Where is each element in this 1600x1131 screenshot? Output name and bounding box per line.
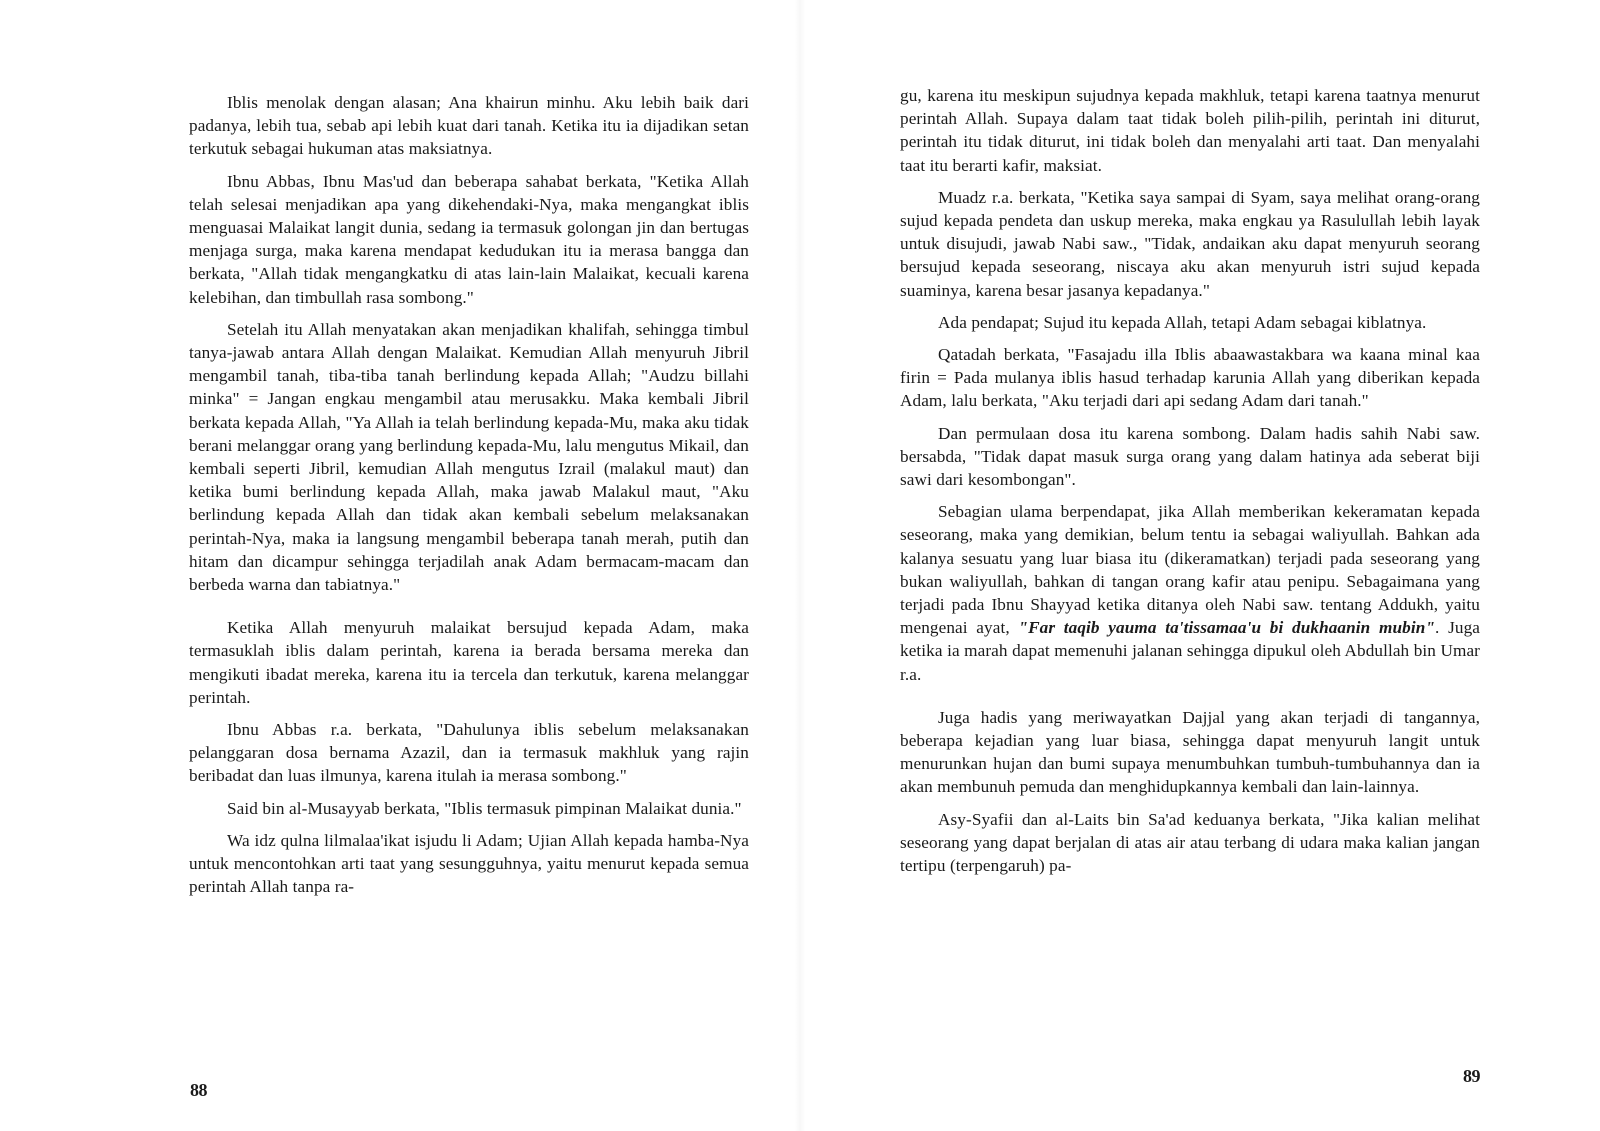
left-paragraph-2: Ibnu Abbas, Ibnu Mas'ud dan beberapa sahabat berkata, "Ketika Allah telah selesai menjadikan apa yang dikehendaki-Nya, maka mengangkat iblis menguasai Malaikat langit dunia, sedang ia termasuk golongan jin dan bertugas menjaga surga, maka karena mendapat kedudukan itu ia merasa bangga dan berkata, "Allah tidak mengangkatku di atas lain-lain Malaikat, kecuali karena kelebihan, dan timbullah rasa sombong." xyxy=(189,171,749,307)
left-paragraph-5: Ibnu Abbas r.a. berkata, "Dahulunya iblis sebelum melaksanakan pelanggaran dosa bernama Azazil, dan ia termasuk makhluk yang rajin beribadat dan luas ilmunya, karena itulah ia merasa sombong." xyxy=(189,720,749,786)
right-page xyxy=(800,0,1600,1131)
right-paragraph-8: Asy-Syafii dan al-Laits bin Sa'ad keduanya berkata, "Jika kalian melihat seseorang yang dapat berjalan di atas air atau terbang di udara maka kalian jangan tertipu (terpengaruh) pa- xyxy=(900,809,1480,876)
right-paragraph-1: gu, karena itu meskipun sujudnya kepada makhluk, tetapi karena taatnya menurut perintah Allah. Supaya dalam taat tidak boleh pilih-pilih, perintah ini diturut, perintah itu tidak diturut, ini tidak boleh dan menyalahi arti taat. Dan menyalahi taat itu berarti kafir, maksiat. xyxy=(900,86,1480,175)
left-paragraph-3: Setelah itu Allah menyatakan akan menjadikan khalifah, sehingga timbul tanya-jawab antara Allah dengan Malaikat. Kemudian Allah menyuruh Jibril mengambil tanah, tiba-tiba tanah berlindung kepada Allah; "Audzu billahi minka" = Jangan engkau mengambil atau merusakku. Maka kembali Jibril berkata kepada Allah, "Ya Allah ia telah berlindung kepada-Mu, maka aku tidak berani melanggar orang yang berlindung kepada-Mu, lalu mengutus Mikail, dan kembali seperti Jibril, kemudian Allah mengutus Izrail (malakul maut) dan ketika bumi berlindung kepada Allah, maka jawab Malakul maut, "Aku berlindung kepada Allah dan tidak akan kembali sebelum melaksanakan perintah-Nya, maka ia langsung mengambil beberapa tanah merah, putih dan hitam dan dicampur sehingga terjadilah anak Adam bermacam-macam dan berbeda warna dan tabiatnya." xyxy=(189,319,749,595)
right-paragraph-4: Qatadah berkata, "Fasajadu illa Iblis abaawastakbara wa kaana minal kaa firin = Pada mulanya iblis hasud terhadap karunia Allah yang diberikan kepada Adam, lalu berkata, "Aku terjadi dari api sedang Adam dari tanah." xyxy=(900,345,1480,411)
right-paragraph-3: Ada pendapat; Sujud itu kepada Allah, tetapi Adam sebagai kiblatnya. xyxy=(938,312,1427,332)
right-paragraph-6-text: Sebagian ulama berpendapat, jika Allah memberikan kekeramatan kepada seseorang, maka yang demikian, belum tentu ia sebagai waliyullah. Bahkan ada kalanya sesuatu yang luar biasa itu (dikeramatkan) terjadi pada seseorang yang bukan waliyullah, bahkan di tangan orang kafir atau penipu. Sebagaimana yang terjadi pada Ibnu Shayyad ketika ditanya oleh Nabi saw. tentang Addukh, yaitu mengenai ayat, xyxy=(900,502,1480,638)
left-page-text-column xyxy=(189,91,749,908)
left-paragraph-7: Wa idz qulna lilmalaa'ikat isjudu li Adam; Ujian Allah kepada hamba-Nya untuk mencontohkan arti taat yang sesungguhnya, yaitu menurut kepada semua perintah Allah tanpa ra- xyxy=(189,830,749,897)
left-paragraph-1: Iblis menolak dengan alasan; Ana khairun minhu. Aku lebih baik dari padanya, lebih tua, sebab api lebih kuat dari tanah. Ketika itu ia dijadikan setan terkutuk sebagai hukuman atas maksiatnya. xyxy=(189,93,749,159)
quoted-verse: "Far taqib yauma ta'tissamaa'u bi dukhaanin mubin" xyxy=(1018,618,1436,638)
right-paragraph-5: Dan permulaan dosa itu karena sombong. Dalam hadis sahih Nabi saw. bersabda, "Tidak dapat masuk surga orang yang dalam hatinya ada seberat biji sawi dari kesombongan". xyxy=(900,423,1480,490)
right-paragraph-2: Muadz r.a. berkata, "Ketika saya sampai di Syam, saya melihat orang-orang sujud kepada pendeta dan uskup mereka, maka engkau ya Rasulullah lebih layak untuk disujudi, jawab Nabi saw., "Tidak, andaikan aku dapat menyuruh seorang bersujud kepada seseorang, niscaya aku akan menyuruh istri sujud kepada suaminya, karena besar jasanya kepadanya." xyxy=(900,187,1480,300)
right-page-text-column xyxy=(900,84,1480,886)
left-paragraph-4: Ketika Allah menyuruh malaikat bersujud kepada Adam, maka termasuklah iblis dalam perintah, karena ia berada bersama mereka dan mengikuti ibadat mereka, karena itu ia tercela dan terkutuk, karena melanggar perintah. xyxy=(189,618,749,707)
page-number-right: 89 xyxy=(1463,1066,1480,1086)
page-number-left: 88 xyxy=(190,1080,207,1100)
right-paragraph-6-continuation: . Juga ketika ia marah dapat memenuhi jalanan sehingga dipukul oleh Abdullah bin Umar r.a. xyxy=(900,618,1481,684)
right-paragraph-6 xyxy=(900,500,1480,686)
left-paragraph-6: Said bin al-Musayyab berkata, "Iblis termasuk pimpinan Malaikat dunia." xyxy=(227,798,742,818)
right-paragraph-7: Juga hadis yang meriwayatkan Dajjal yang akan terjadi di tangannya, beberapa kejadian yang luar biasa, sehingga dapat menyuruh langit untuk menurunkan hujan dan bumi supaya menumbuhkan tumbuh-tumbuhannya dan ia akan membunuh pemuda dan menghidupkannya kembali dan lain-lainnya. xyxy=(900,707,1480,797)
